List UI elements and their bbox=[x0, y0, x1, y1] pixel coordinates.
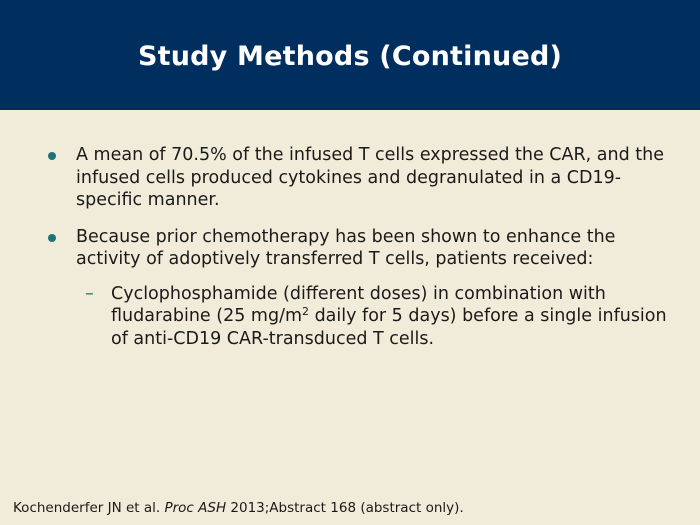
citation-journal: Proc ASH bbox=[164, 500, 227, 516]
title-bar bbox=[0, 0, 700, 110]
superscript: 2 bbox=[302, 305, 310, 318]
sub-bullet-text bbox=[111, 283, 668, 351]
citation-authors: Kochenderfer JN et al. bbox=[13, 500, 165, 516]
sub-bullet-item bbox=[85, 283, 668, 351]
bullet-text: Because prior chemotherapy has been shown to enhance the activity of adoptively transferred T cells, patients received: bbox=[76, 226, 616, 269]
bullet-item bbox=[48, 144, 668, 212]
bullet-item bbox=[48, 226, 668, 271]
bullet-dot-icon bbox=[48, 234, 56, 242]
bullet-text: A mean of 70.5% of the infused T cells expressed the CAR, and the infused cells produced cytokines and degranulated in a CD19-specific manner. bbox=[76, 145, 664, 210]
bullet-dot-icon bbox=[48, 152, 56, 160]
citation-footer bbox=[13, 500, 464, 516]
citation-details: 2013;Abstract 168 (abstract only). bbox=[226, 500, 464, 516]
slide-title: Study Methods (Continued) bbox=[137, 40, 563, 72]
slide-content bbox=[48, 144, 668, 350]
dash-marker: – bbox=[85, 283, 94, 304]
sub-bullet-text-part: daily for 5 days) before a single infusion of anti-CD19 CAR-transduced T cells. bbox=[111, 306, 667, 349]
sub-bullet-text-part: Cyclophosphamide (different doses) in combination with fludarabine (25 mg/m bbox=[111, 283, 606, 326]
